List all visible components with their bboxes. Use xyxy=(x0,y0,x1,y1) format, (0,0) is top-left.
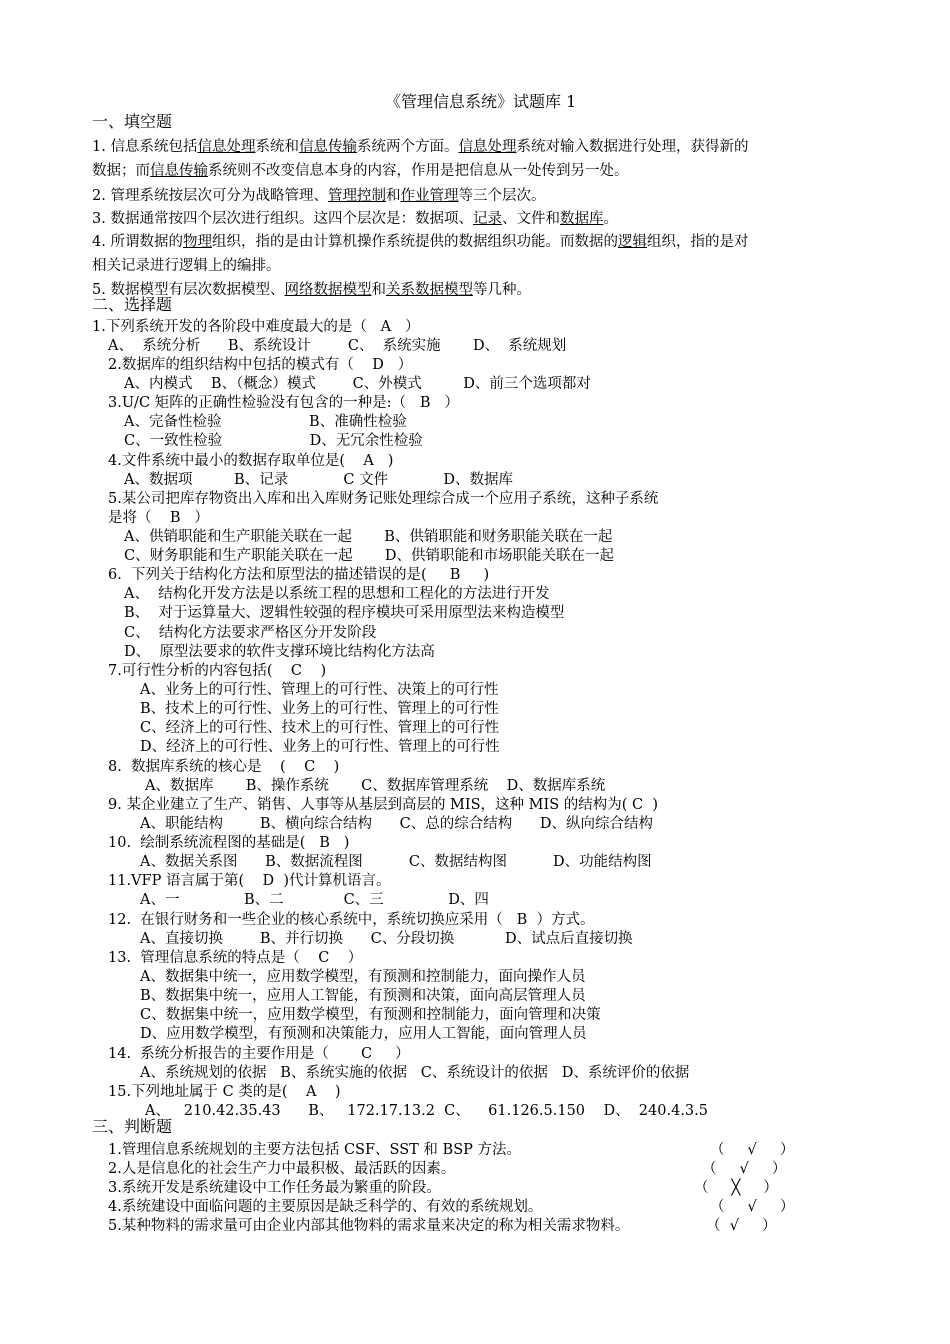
fill-q1-line2: 数据；而信息传输系统则不改变信息本身的内容，作用是把信息从一处传到另一处。 xyxy=(92,163,629,179)
choice-line: C、 结构化方法要求严格区分开发阶段 xyxy=(124,625,377,641)
choice-line: A、数据关系图 B、数据流程图 C、数据结构图 D、功能结构图 xyxy=(140,854,652,870)
judge-item-text: 1.管理信息系统规划的主要方法包括 CSF、SST 和 BSP 方法。 xyxy=(108,1142,521,1158)
judge-item-text: 2.人是信息化的社会生产力中最积极、最活跃的因素。 xyxy=(108,1161,456,1177)
choice-line: A、业务上的可行性、管理上的可行性、决策上的可行性 xyxy=(140,682,499,698)
judge-item-answer: （ √ ） xyxy=(706,1218,777,1234)
fill-q2: 2. 管理系统按层次可分为战略管理、管理控制和作业管理等三个层次。 xyxy=(92,188,546,204)
fill-q1-line1: 1. 信息系统包括信息处理系统和信息传输系统两个方面。信息处理系统对输入数据进行处理，获得新的 xyxy=(92,139,749,155)
choice-line: 8. 数据库系统的核心是 ( C ) xyxy=(108,759,340,775)
choice-line: A、完备性检验 B、准确性检验 xyxy=(124,414,407,430)
fill-q5: 5. 数据模型有层次数据模型、网络数据模型和关系数据模型等几种。 xyxy=(92,282,531,298)
choice-line: 12. 在银行财务和一些企业的核心系统中，系统切换应采用（ B ）方式。 xyxy=(108,912,595,928)
section-heading-judge: 三、判断题 xyxy=(92,1117,173,1136)
choice-line: 7.可行性分析的内容包括( C ) xyxy=(108,663,327,679)
judge-item-text: 3.系统开发是系统建设中工作任务最为繁重的阶段。 xyxy=(108,1180,441,1196)
choice-line: A、 210.42.35.43 B、 172.17.13.2 C、 61.126.5.150 D、 240.4.3.5 xyxy=(145,1103,708,1119)
choice-line: C、财务职能和生产职能关联在一起 D、供销职能和市场职能关联在一起 xyxy=(124,548,614,564)
choice-line: 3.U/C 矩阵的正确性检验没有包含的一种是:（ B ） xyxy=(108,395,459,411)
judge-item-answer: （ ╳ ） xyxy=(694,1180,778,1196)
choice-line: 9. 某企业建立了生产、销售、人事等从基层到高层的 MIS，这种 MIS 的结构为( C ) xyxy=(108,797,659,813)
judge-item-answer: （ √ ） xyxy=(710,1142,795,1158)
choice-line: C、经济上的可行性、技术上的可行性、管理上的可行性 xyxy=(140,720,500,736)
choice-line: A、系统规划的依据 B、系统实施的依据 C、系统设计的依据 D、系统评价的依据 xyxy=(140,1065,690,1081)
choice-line: A、直接切换 B、并行切换 C、分段切换 D、试点后直接切换 xyxy=(140,931,633,947)
judge-item-answer: （ √ ） xyxy=(710,1199,795,1215)
judge-item-text: 5.某种物料的需求量可由企业内部其他物料的需求量来决定的称为相关需求物料。 xyxy=(108,1218,630,1234)
section-heading-choice: 二、选择题 xyxy=(92,295,173,314)
choice-line: 14. 系统分析报告的主要作用是（ C ） xyxy=(108,1046,410,1062)
choice-line: A、 系统分析 B、系统设计 C、 系统实施 D、 系统规划 xyxy=(108,338,567,354)
choice-line: 13. 管理信息系统的特点是（ C ） xyxy=(108,950,363,966)
choice-line: C、一致性检验 D、无冗余性检验 xyxy=(124,433,423,449)
choice-line: 10. 绘制系统流程图的基础是( B ) xyxy=(108,835,350,851)
fill-q4-line2: 相关记录进行逻辑上的编排。 xyxy=(92,258,281,274)
choice-line: A、数据项 B、记录 C 文件 D、数据库 xyxy=(124,472,514,488)
choice-line: A、内模式 B、（概念）模式 C、外模式 D、前三个选项都对 xyxy=(124,376,591,392)
page-title: 《管理信息系统》试题库 1 xyxy=(385,92,577,111)
judge-item-text: 4.系统建设中面临问题的主要原因是缺乏科学的、有效的系统规划。 xyxy=(108,1199,543,1215)
fill-q4-line1: 4. 所谓数据的物理组织，指的是由计算机操作系统提供的数据组织功能。而数据的逻辑组织，指的是对 xyxy=(92,234,749,250)
choice-line: A、数据库 B、操作系统 C、数据库管理系统 D、数据库系统 xyxy=(145,778,606,794)
choice-line: A、一 B、二 C、三 D、四 xyxy=(140,892,489,908)
choice-line: 1.下列系统开发的各阶段中难度最大的是（ A ） xyxy=(92,319,420,335)
section-heading-fill: 一、填空题 xyxy=(92,112,173,131)
judge-item-answer: （ √ ） xyxy=(702,1161,787,1177)
choice-line: D、 原型法要求的软件支撑环境比结构化方法高 xyxy=(124,644,435,660)
choice-line: 5.某公司把库存物资出入库和出入库财务记账处理综合成一个应用子系统，这种子系统 xyxy=(108,491,659,507)
choice-line: D、应用数学模型，有预测和决策能力，应用人工智能，面向管理人员 xyxy=(140,1026,587,1042)
choice-line: B、 对于运算量大、逻辑性较强的程序模块可采用原型法来构造模型 xyxy=(124,605,565,621)
choice-line: B、数据集中统一，应用人工智能，有预测和决策，面向高层管理人员 xyxy=(140,988,586,1004)
choice-line: C、数据集中统一，应用数学模型，有预测和控制能力，面向管理和决策 xyxy=(140,1007,601,1023)
choice-line: 4.文件系统中最小的数据存取单位是( A ) xyxy=(108,453,394,469)
choice-line: 是将（ B ） xyxy=(108,510,209,526)
choice-line: A、供销职能和生产职能关联在一起 B、供销职能和财务职能关联在一起 xyxy=(124,529,613,545)
choice-line: A、 结构化开发方法是以系统工程的思想和工程化的方法进行开发 xyxy=(124,586,550,602)
choice-line: D、经济上的可行性、业务上的可行性、管理上的可行性 xyxy=(140,739,500,755)
fill-q3: 3. 数据通常按四个层次进行组织。这四个层次是：数据项、记录、文件和数据库。 xyxy=(92,211,618,227)
choice-line: 11.VFP 语言属于第( D )代计算机语言。 xyxy=(108,873,391,889)
choice-line: 15.下列地址属于 C 类的是( A ) xyxy=(108,1084,341,1100)
choice-line: A、数据集中统一，应用数学模型，有预测和控制能力，面向操作人员 xyxy=(140,969,586,985)
choice-line: B、技术上的可行性、业务上的可行性、管理上的可行性 xyxy=(140,701,499,717)
choice-line: 2.数据库的组织结构中包括的模式有（ D ） xyxy=(108,357,413,373)
choice-line: A、职能结构 B、横向综合结构 C、总的综合结构 D、纵向综合结构 xyxy=(140,816,654,832)
choice-line: 6. 下列关于结构化方法和原型法的描述错误的是( B ) xyxy=(108,567,490,583)
